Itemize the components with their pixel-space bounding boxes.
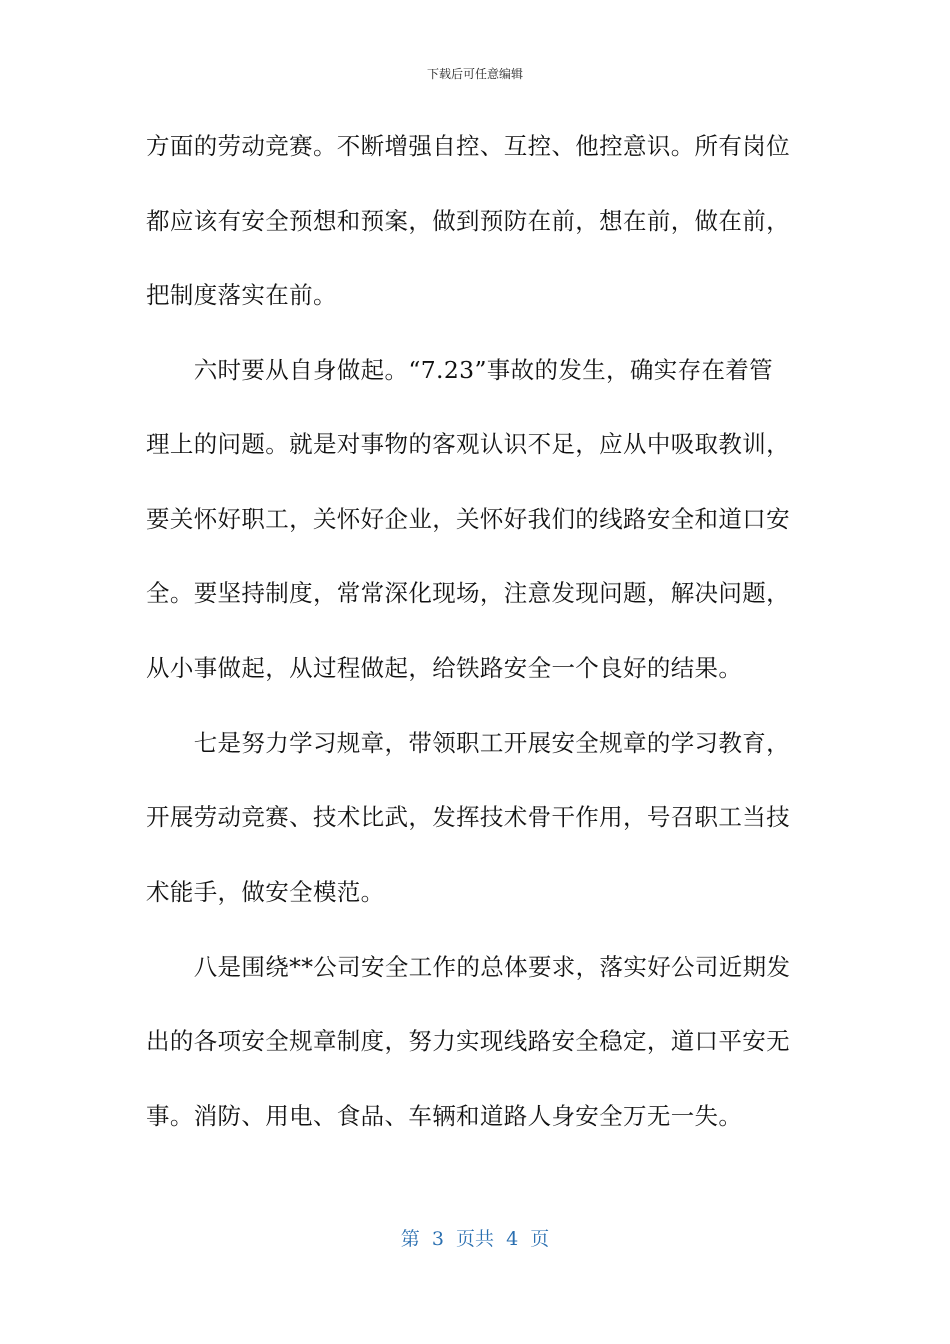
body-line: 要关怀好职工，关怀好企业，关怀好我们的线路安全和道口安 — [146, 505, 790, 533]
body-line: 术能手，做安全模范。 — [146, 878, 385, 906]
body-line: 都应该有安全预想和预案，做到预防在前，想在前，做在前， — [146, 207, 790, 235]
body-line: 事。消防、用电、食品、车辆和道路人身安全万无一失。 — [146, 1102, 743, 1130]
body-line: 开展劳动竞赛、技术比武，发挥技术骨干作用，号召职工当技 — [146, 803, 790, 831]
body-line: 八是围绕**公司安全工作的总体要求，落实好公司近期发 — [146, 953, 791, 981]
body-line: 理上的问题。就是对事物的客观认识不足，应从中吸取教训， — [146, 430, 790, 458]
body-line: 出的各项安全规章制度，努力实现线路安全稳定，道口平安无 — [146, 1027, 790, 1055]
body-line: 六时要从自身做起。“7.23”事故的发生，确实存在着管 — [146, 356, 774, 384]
body-line: 七是努力学习规章，带领职工开展安全规章的学习教育， — [146, 729, 790, 757]
page-number-footer: 第 3 页共 4 页 — [400, 1228, 550, 1250]
body-line: 从小事做起，从过程做起，给铁路安全一个良好的结果。 — [146, 654, 743, 682]
body-line: 方面的劳动竞赛。不断增强自控、互控、他控意识。所有岗位 — [146, 132, 790, 160]
body-line: 把制度落实在前。 — [146, 281, 337, 309]
body-line: 全。要坚持制度，常常深化现场，注意发现问题，解决问题， — [146, 579, 790, 607]
page-header: 下载后可任意编辑 — [426, 67, 523, 81]
